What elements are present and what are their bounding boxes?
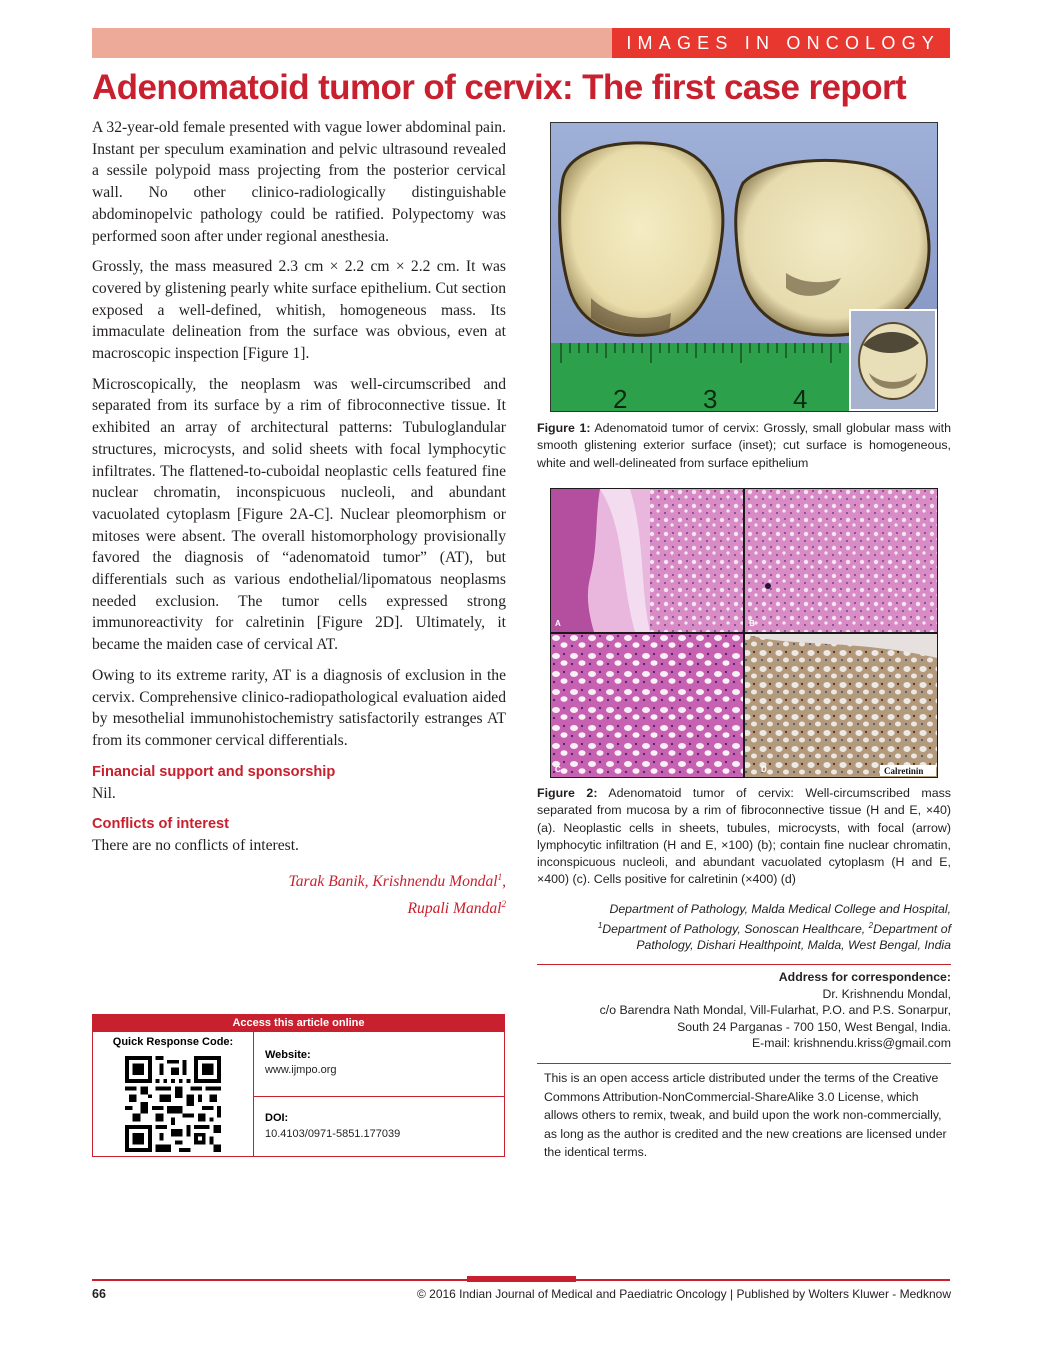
affiliation-line-1: Department of Pathology, Malda Medical College and Hospital, bbox=[609, 902, 951, 916]
figure-2-caption bbox=[537, 785, 951, 889]
figure-1-caption bbox=[537, 420, 951, 472]
figure-2-panels bbox=[550, 488, 938, 778]
affiliation-sup-2: 2 bbox=[868, 920, 874, 930]
access-article-box bbox=[92, 1014, 505, 1157]
figure-2-caption-text: Adenomatoid tumor of cervix: Well-circumscribed mass separated from mucosa by a rim of fibroconnective tissue (H and E, ×40) (a). Neoplastic cells in sheets, tubules, microcysts, with focal (arrow) lymphocytic infiltration (H and E, ×100) (b); contain fine nuclear chromatin, inconspicuous nucleoli, and abundant vacuolated cytoplasm (H and E, ×400) (c). Cells positive for calretinin (×400) (d) bbox=[537, 786, 952, 887]
footer-tab bbox=[467, 1276, 576, 1282]
ruler-number-4: 4 bbox=[793, 384, 808, 411]
section-label: IMAGES IN ONCOLOGY bbox=[612, 28, 950, 58]
access-box-heading: Access this article online bbox=[93, 1015, 504, 1032]
qr-label: Quick Response Code: bbox=[112, 1036, 234, 1048]
panel-a bbox=[551, 489, 743, 632]
website-label: Website: bbox=[265, 1049, 311, 1061]
panel-letter-c: C bbox=[555, 765, 561, 774]
conflicts-heading: Conflicts of interest bbox=[92, 816, 230, 833]
footer-copyright: © 2016 Indian Journal of Medical and Paediatric Oncology | Published by Wolters Kluwer - Medknow bbox=[416, 1287, 951, 1301]
panel-letter-b: B bbox=[749, 619, 755, 628]
correspondence-heading: Address for correspondence: bbox=[778, 970, 951, 984]
author-3-affiliation: 2 bbox=[501, 899, 506, 910]
author-2-affiliation: 1 bbox=[497, 872, 503, 883]
author-list bbox=[92, 866, 506, 920]
author-separator: , bbox=[502, 873, 506, 891]
author-1: Tarak Banik, bbox=[288, 873, 369, 891]
panel-c bbox=[551, 634, 743, 777]
panel-letter-a: A bbox=[555, 619, 561, 628]
correspondence-address bbox=[537, 969, 951, 1052]
left-column bbox=[92, 117, 506, 920]
affiliation-text-2b: Department of bbox=[873, 921, 951, 936]
paragraph-1: A 32-year-old female presented with vague lower abdominal pain. Instant per speculum examination and pelvic ultrasound revealed a sessile polypoid mass projecting from the posterior cervical wall. No other clinico-radiologically distinguishable abdominopelvic pathology could be ratified. Polypectomy was performed soon after under regional anesthesia. bbox=[92, 119, 506, 245]
paragraph-3: Microscopically, the neoplasm was well-circumscribed and separated from its surface by a rim of fibroconnective tissue. It exhibited an array of architectural patterns: Tubuloglandular structures, microcysts, and solid sheets with focal lymphocytic infiltrates. The flattened-to-cuboidal neoplastic cells featured fine nuclear chromatin, inconspicuous nucleoli, and abundant vacuolated cytoplasm [Figure 2A-C]. Nuclear pleomorphism or mitoses were absent. The overall histomorphology provisionally favored the diagnosis of “adenomatoid tumor” (AT), but differentials such as various endothelial/lipomatous neoplasms needed exclusion. The tumor cells expressed strong immunoreactivity for calretinin [Figure 2D]. Ultimately, it became the maiden case of cervical AT. bbox=[92, 375, 506, 654]
doi-link[interactable]: 10.4103/0971-5851.177039 bbox=[265, 1128, 401, 1140]
paragraph-4: Owing to its extreme rarity, AT is a diagnosis of exclusion in the cervix. Comprehensive clinico-radiopathological evaluation aided by mesothelial immunohistochemistry satisfactorily estranges AT from its commoner cervical differentials. bbox=[92, 666, 506, 749]
affiliations bbox=[537, 901, 951, 954]
paragraph-2: Grossly, the mass measured 2.3 cm × 2.2 cm × 2.2 cm. It was covered by glistening pearly white surface epithelium. Cut section exposed a well-defined, whitish, homogeneous mass. Its immaculate delineation from the surface was obvious, even at macroscopic inspection [Figure 1]. bbox=[92, 258, 506, 363]
license-text: This is an open access article distributed under the terms of the Creative Commons Attribution-NonCommercial-ShareAlike 3.0 License, which allows others to remix, tweak, and build upon the work non-commercially, as long as the author is credited and the new creations are licensed under the identical terms. bbox=[544, 1071, 947, 1160]
ruler-number-2: 2 bbox=[613, 384, 628, 411]
qr-cell bbox=[93, 1032, 254, 1156]
article-title: Adenomatoid tumor of cervix: The first case report bbox=[92, 68, 907, 107]
website-link[interactable]: www.ijmpo.org bbox=[265, 1064, 337, 1076]
figure-1-caption-text: Adenomatoid tumor of cervix: Grossly, small globular mass with smooth glistening exterior surface (inset); cut surface is homogeneous, white and well-delineated from surface epithelium bbox=[537, 421, 951, 470]
financial-text: Nil. bbox=[92, 784, 116, 802]
correspondence-name: Dr. Krishnendu Mondal, bbox=[822, 986, 951, 1001]
figure-1-label: Figure 1: bbox=[537, 421, 591, 435]
affiliation-line-3: Pathology, Dishari Healthpoint, Malda, West Bengal, India bbox=[636, 938, 951, 953]
correspondence-email[interactable]: E-mail: krishnendu.kriss@gmail.com bbox=[751, 1036, 951, 1050]
correspondence-line-1: c/o Barendra Nath Mondal, Vill-Fularhat, P.O. and P.S. Sonarpur, bbox=[599, 1003, 951, 1017]
doi-cell bbox=[254, 1097, 504, 1156]
author-2: Krishnendu Mondal bbox=[372, 873, 498, 891]
qr-code-icon[interactable] bbox=[125, 1056, 221, 1152]
page-number: 66 bbox=[92, 1287, 106, 1301]
affiliation-text-2: Department of Pathology, Sonoscan Healthcare, bbox=[602, 921, 869, 936]
affiliation-line-2 bbox=[537, 918, 951, 938]
panel-letter-d: D bbox=[761, 765, 767, 774]
financial-heading: Financial support and sponsorship bbox=[92, 763, 336, 780]
divider-top bbox=[537, 964, 951, 965]
panel-d bbox=[745, 634, 937, 777]
conflicts-text: There are no conflicts of interest. bbox=[92, 837, 299, 855]
figure-2-label: Figure 2: bbox=[537, 786, 598, 800]
affiliation-sup-1: 1 bbox=[597, 920, 603, 930]
calretinin-label: Calretinin bbox=[884, 766, 924, 776]
inset-photo bbox=[849, 309, 937, 411]
histology-panels-image bbox=[550, 488, 938, 778]
author-3: Rupali Mandal bbox=[407, 900, 502, 918]
section-banner bbox=[92, 28, 950, 58]
ruler-number-3: 3 bbox=[703, 384, 718, 411]
correspondence-line-2: South 24 Parganas - 700 150, West Bengal, India. bbox=[677, 1019, 951, 1034]
gross-specimen-image bbox=[551, 123, 937, 411]
doi-label: DOI: bbox=[265, 1112, 289, 1124]
website-cell bbox=[254, 1032, 504, 1097]
divider-bottom bbox=[537, 1063, 951, 1064]
figure-1-photo bbox=[550, 122, 938, 412]
panel-b bbox=[745, 489, 937, 632]
